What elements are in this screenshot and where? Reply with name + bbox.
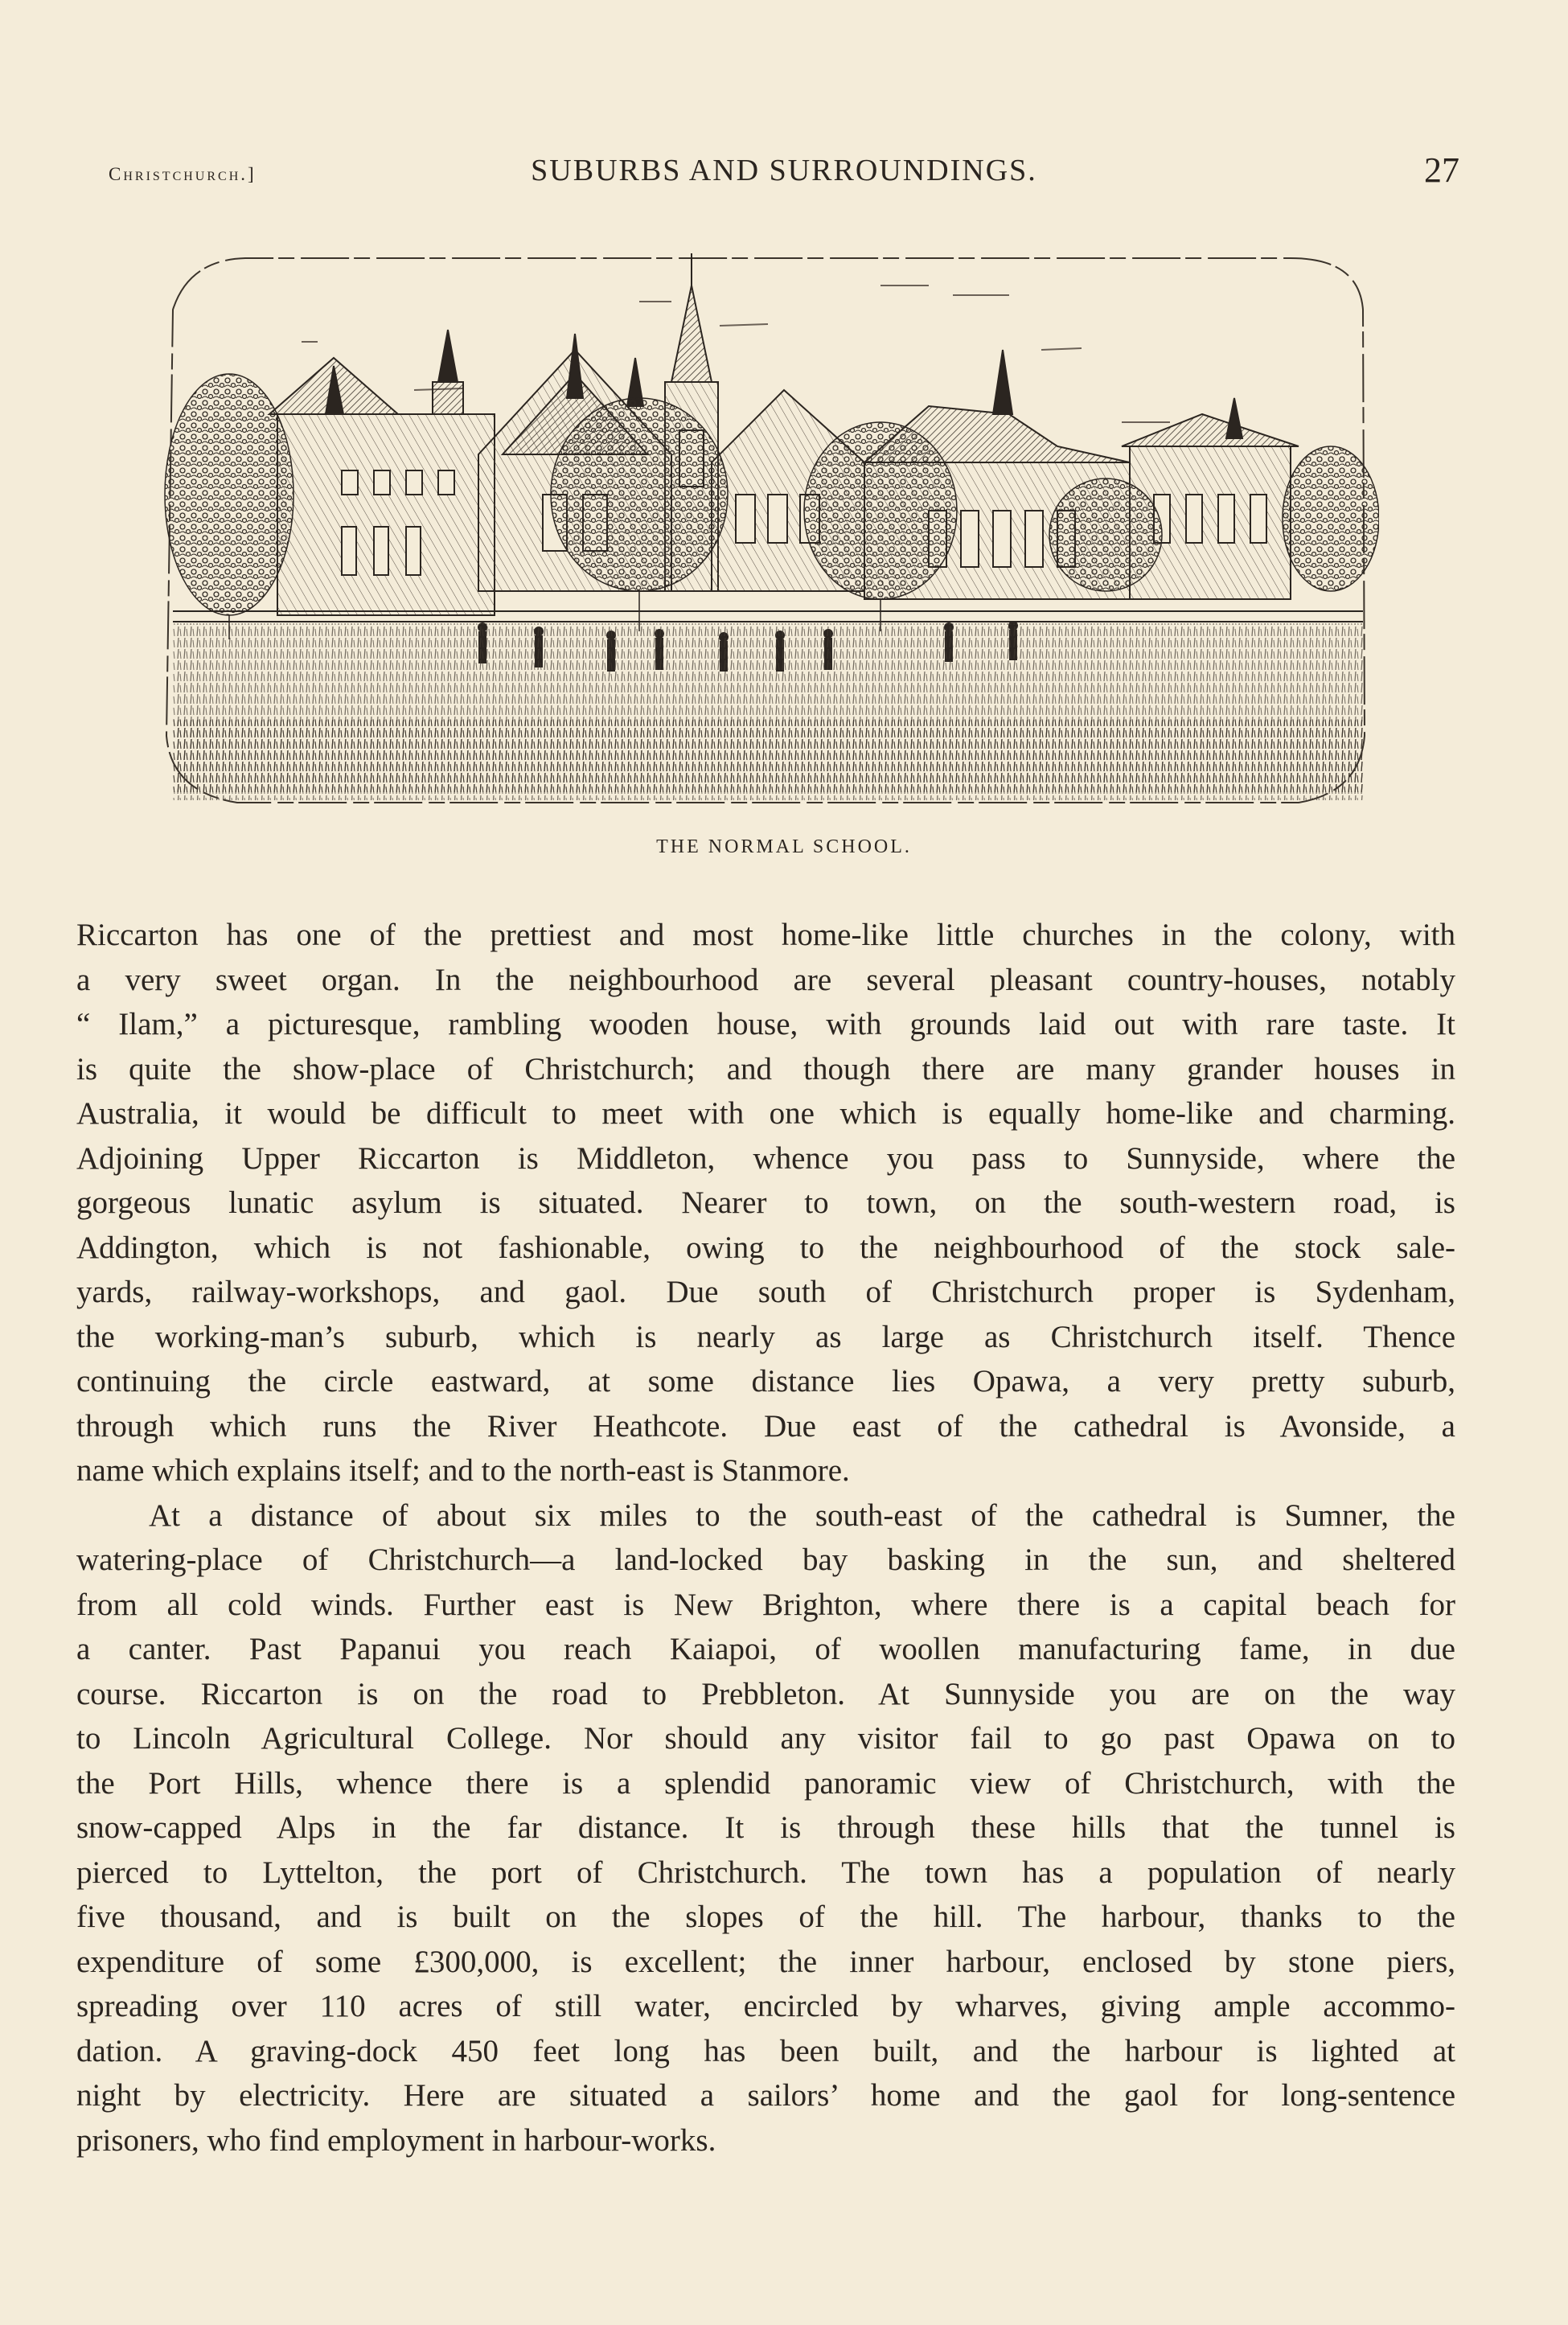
text-line: spreading over 110 acres of still water, encircled by wharves, giving ample accommo- — [76, 1989, 1455, 2023]
text-line: watering-place of Christchurch—a land-locked bay basking in the sun, and sheltered — [76, 1542, 1455, 1577]
text-line: the working-man’s suburb, which is nearly as large as Christchurch itself. Thence — [76, 1319, 1455, 1354]
text-line: prisoners, who find employment in harbour-works. — [76, 2122, 716, 2158]
text-line: At a distance of about six miles to the south-east of the cathedral is Sumner, the — [149, 1497, 1455, 1533]
body-text — [76, 913, 1455, 2163]
text-line: five thousand, and is built on the slopes of the hill. The harbour, thanks to the — [76, 1900, 1455, 1934]
text-line: Australia, it would be difficult to meet with one which is equally home-like and charming. — [76, 1096, 1455, 1131]
chapter-title: SUBURBS AND SURROUNDINGS. — [531, 154, 1037, 187]
paragraph-1 — [76, 913, 1455, 1493]
text-line: “ Ilam,” a picturesque, rambling wooden house, with grounds laid out with rare taste. It — [76, 1007, 1455, 1041]
text-line: yards, railway-workshops, and gaol. Due south of Christchurch proper is Sydenham, — [76, 1275, 1455, 1309]
text-line: a very sweet organ. In the neighbourhood are several pleasant country-houses, notably — [76, 962, 1455, 997]
text-line: a canter. Past Papanui you reach Kaiapoi, of woollen manufacturing fame, in due — [76, 1632, 1455, 1666]
normal-school-engraving — [157, 253, 1379, 816]
section-label: Christchurch.] — [109, 164, 257, 184]
text-line: is quite the show-place of Christchurch; and though there are many grander houses in — [76, 1051, 1455, 1087]
text-line: snow-capped Alps in the far distance. It is through these hills that the tunnel is — [76, 1810, 1455, 1845]
text-line: expenditure of some £300,000, is excellent; the inner harbour, enclosed by stone piers, — [76, 1944, 1455, 1979]
page-number: 27 — [1424, 150, 1459, 190]
illustration-caption: THE NORMAL SCHOOL. — [656, 836, 912, 857]
text-line: through which runs the River Heathcote. Due east of the cathedral is Avonside, a — [76, 1408, 1455, 1444]
text-line: continuing the circle eastward, at some distance lies Opawa, a very pretty suburb, — [76, 1364, 1455, 1399]
text-line: pierced to Lyttelton, the port of Christchurch. The town has a population of nearly — [76, 1855, 1455, 1890]
text-line: the Port Hills, whence there is a splendid panoramic view of Christchurch, with the — [76, 1765, 1455, 1801]
paragraph-2 — [76, 1493, 1455, 2163]
text-line: night by electricity. Here are situated a sailors’ home and the gaol for long-sentence — [76, 2078, 1455, 2113]
running-head — [109, 150, 1459, 201]
text-line: dation. A graving-dock 450 feet long has been built, and the harbour is lighted at — [76, 2033, 1455, 2068]
text-line: Riccarton has one of the prettiest and most home-like little churches in the colony, with — [76, 918, 1455, 952]
text-line: course. Riccarton is on the road to Prebbleton. At Sunnyside you are on the way — [76, 1676, 1455, 1711]
text-line: to Lincoln Agricultural College. Nor should any visitor fail to go past Opawa on to — [76, 1721, 1455, 1756]
text-line: Addington, which is not fashionable, owing to the neighbourhood of the stock sale- — [76, 1230, 1455, 1265]
text-line: from all cold winds. Further east is New Brighton, where there is a capital beach for — [76, 1587, 1455, 1622]
text-line: gorgeous lunatic asylum is situated. Nearer to town, on the south-western road, is — [76, 1185, 1455, 1220]
text-line: name which explains itself; and to the north-east is Stanmore. — [76, 1453, 850, 1488]
text-line: Adjoining Upper Riccarton is Middleton, whence you pass to Sunnyside, where the — [76, 1140, 1455, 1176]
